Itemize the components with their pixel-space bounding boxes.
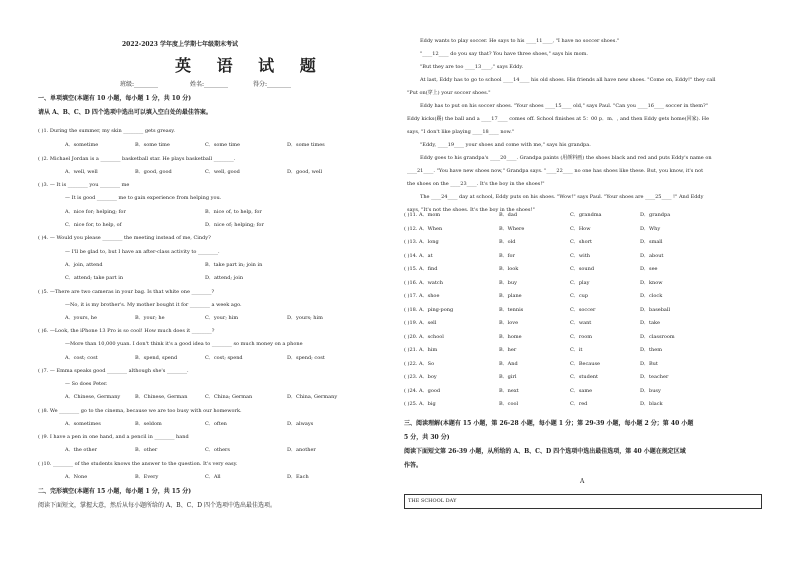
- passage-line: "Eddy, ____19____ your shoes and come with me," says his grandpa.: [420, 142, 591, 148]
- option-a[interactable]: A．yours, he: [65, 315, 97, 321]
- cloze-question[interactable]: ( )16. A．watch: [404, 280, 443, 286]
- option-d[interactable]: D．busy: [640, 388, 661, 394]
- part3-instruction-cont: 作答。: [404, 462, 423, 469]
- option-c[interactable]: C．some time: [205, 142, 241, 148]
- option-c[interactable]: C．student: [570, 374, 599, 380]
- exam-year-title: 2022-2023 学年度上学期七年级期末考试: [122, 41, 238, 48]
- option-b[interactable]: B．some time: [135, 142, 170, 148]
- cloze-question[interactable]: ( )11. A．mom: [404, 212, 441, 218]
- option-c[interactable]: C．cost; spend: [205, 355, 243, 361]
- option-c[interactable]: C．others: [205, 447, 230, 453]
- part3-instruction: 阅读下面短文第 26-39 小题，从所给的 A、B、C、D 四个选项中选出最佳选项，第 40 小题在规定区域: [404, 448, 686, 455]
- option-c[interactable]: C．often: [205, 421, 227, 427]
- cloze-question[interactable]: ( )15. A．find: [404, 266, 438, 272]
- option-b[interactable]: B．next: [499, 388, 519, 394]
- option-d[interactable]: D．teacher: [640, 374, 669, 380]
- cloze-question[interactable]: ( )21. A．him: [404, 347, 438, 353]
- option-b[interactable]: B．Where: [499, 226, 525, 232]
- cloze-question[interactable]: ( )24. A．good: [404, 388, 441, 394]
- passage-line: Eddy wants to play soccer. He says to his ____11____, "I have no soccer shoes.": [420, 38, 620, 44]
- option-a[interactable]: A．the other: [65, 447, 97, 453]
- option-c[interactable]: C．grandma: [570, 212, 602, 218]
- option-d[interactable]: D．good, well: [287, 169, 323, 175]
- cloze-question[interactable]: ( )25. A．big: [404, 401, 436, 407]
- option-b[interactable]: B．her: [499, 347, 517, 353]
- passage-line: Eddy goes to his grandpa's ____20____. Grandpa paints (用颜料画) the shoes black and red and puts Eddy's name on: [420, 155, 712, 161]
- option-c[interactable]: C．with: [570, 253, 590, 259]
- option-b[interactable]: B．buy: [499, 280, 517, 286]
- question-stem: ( )4. — Would you please ________ the meeting instead of me, Cindy?: [38, 235, 211, 241]
- passage-line: "____12____ do you say that? You have three shoes," says his mom.: [420, 51, 588, 57]
- passage-line: The ____24____ day at school, Eddy puts on his shoes. "Wow!" says Paul. "Your shoes are ____25____ !" And Eddy: [420, 194, 704, 200]
- option-b[interactable]: B．home: [499, 334, 522, 340]
- option-d[interactable]: D．Each: [287, 474, 309, 480]
- option-c[interactable]: C．How: [570, 226, 591, 232]
- cloze-question[interactable]: ( )13. A．long: [404, 239, 439, 245]
- option-b[interactable]: B．love: [499, 320, 519, 326]
- passage-line: At last, Eddy has to go to school ____14____ his old shoes. His friends all have new shoes. "Come on, Eddy!" they call: [420, 77, 716, 83]
- question-stem: ( )6. —Look, the iPhone 13 Pro is so cool! How much does it ________?: [38, 328, 215, 334]
- passage-line: ____21____. "You have new shoes now," Grandpa says. "____22____ no one has shoes like these. But, you know, it's not: [407, 168, 704, 174]
- question-stem: ( )2. Michael Jordan is a ________ basketball star. He plays basketball ________.: [38, 156, 236, 162]
- option-b[interactable]: B．girl: [499, 374, 517, 380]
- option-b[interactable]: B．seldom: [135, 421, 162, 427]
- option-a[interactable]: A．sometime: [65, 142, 99, 148]
- option-a[interactable]: A．join, attend: [65, 262, 103, 268]
- passage-line: Eddy has to put on his soccer shoes. "Your shoes ____15____ old," says Paul. "Can you ____16____ soccer in them?": [420, 103, 708, 109]
- cloze-question[interactable]: ( )12. A．When: [404, 226, 443, 232]
- question-stem: ( )1. During the summer, my skin ________ gets greasy.: [38, 128, 176, 134]
- option-b[interactable]: B．look: [499, 266, 519, 272]
- option-b[interactable]: B．for: [499, 253, 515, 259]
- passage-line: says, "I don't like playing ____18____ now.": [407, 129, 515, 135]
- option-b[interactable]: B．cool: [499, 401, 519, 407]
- option-c[interactable]: C．cup: [570, 293, 589, 299]
- option-c[interactable]: C．Because: [570, 361, 600, 367]
- question-stem: ( )8. We ________ go to the cinema, because we are too busy with our homework.: [38, 408, 242, 414]
- passage-title-box: [404, 494, 762, 509]
- cloze-passage: [404, 36, 764, 213]
- option-a[interactable]: A．cost; cost: [65, 355, 98, 361]
- option-d[interactable]: D．nice of; helping; for: [205, 222, 264, 228]
- option-b[interactable]: B．nice of, to help, for: [205, 209, 262, 215]
- option-d[interactable]: D．classroom: [640, 334, 675, 340]
- question-line2: — I'll be glad to, but I have an after-class activity to ________.: [65, 249, 220, 255]
- option-d[interactable]: D．Why: [640, 226, 661, 232]
- passage-line: says, "It's not the shoes. It's the boy in the shoes!": [407, 207, 535, 213]
- option-d[interactable]: D．another: [287, 447, 316, 453]
- class-field[interactable]: 班级:________: [120, 81, 159, 88]
- option-b[interactable]: B．And: [499, 361, 518, 367]
- option-c[interactable]: C．short: [570, 239, 593, 245]
- option-b[interactable]: B．your; he: [135, 315, 165, 321]
- option-d[interactable]: D．take: [640, 320, 660, 326]
- part1-instruction: 请从 A、B、C、D 四个选项中选出可以填入空白处的最佳答案。: [38, 109, 212, 116]
- option-d[interactable]: D．some times: [287, 142, 325, 148]
- option-b[interactable]: B．plane: [499, 293, 522, 299]
- option-d[interactable]: D．about: [640, 253, 664, 259]
- question-line2: —No, it is my brother's. My mother bought it for ________ a week ago.: [65, 302, 242, 308]
- option-d[interactable]: D．black: [640, 401, 663, 407]
- exam-subject-title: 英 语 试 题: [175, 56, 326, 75]
- option-d[interactable]: D．attend; join: [205, 275, 244, 281]
- option-c[interactable]: C．want: [570, 320, 592, 326]
- option-d[interactable]: D．small: [640, 239, 663, 245]
- option-c[interactable]: C．room: [570, 334, 592, 340]
- option-b[interactable]: B．old: [499, 239, 516, 245]
- passage-line: "But they are too ____13____," says Eddy.: [420, 64, 524, 70]
- cloze-question[interactable]: ( )23. A．boy: [404, 374, 437, 380]
- cloze-question[interactable]: ( )18. A．ping-pong: [404, 307, 454, 313]
- option-b[interactable]: B．Chinese, German: [135, 394, 188, 400]
- question-stem: ( )9. I have a pen in one hand, and a pencil in ________ hand: [38, 434, 189, 440]
- option-d[interactable]: D．China, Germany: [287, 394, 338, 400]
- passage-line: the shoes on the ____23____. It's the boy in the shoes!": [407, 181, 545, 187]
- option-b[interactable]: B．tennis: [499, 307, 524, 313]
- option-d[interactable]: D．grandpa: [640, 212, 671, 218]
- part3-heading-cont: 5 分，共 30 分): [404, 434, 450, 441]
- option-d[interactable]: D．them: [640, 347, 662, 353]
- option-b[interactable]: B．spend, spend: [135, 355, 178, 361]
- option-b[interactable]: B．other: [135, 447, 158, 453]
- part1-questions: [38, 125, 378, 485]
- question-line2: — So does Peter.: [65, 381, 108, 387]
- option-c[interactable]: C．it: [570, 347, 583, 353]
- cloze-question[interactable]: ( )17. A．shoe: [404, 293, 440, 299]
- option-d[interactable]: D．see: [640, 266, 658, 272]
- passage-line: Eddy kicks(踢) the ball and a ____17____ comes off. School finishes at 5：00 p．m．, and then Eddy gets home(回家). He: [407, 116, 710, 122]
- question-line2: — It is good ________ me to gain experience from helping you.: [65, 195, 222, 201]
- part2-heading: 二、完形填空(本题有 15 小题，每小题 1 分，共 15 分): [38, 488, 192, 495]
- option-c[interactable]: C．well, good: [205, 169, 240, 175]
- option-c[interactable]: C．All: [205, 474, 221, 480]
- option-d[interactable]: D．know: [640, 280, 663, 286]
- option-c[interactable]: C．attend; take part in: [65, 275, 124, 281]
- part2-instruction: 阅读下面短文，掌握大意，然后从每小题所给的 A、B、C、D 四个选项中选出最佳选项。: [38, 502, 276, 509]
- part3-heading: 三、阅读理解(本题有 15 小题，第 26-28 小题，每小题 1 分；第 29-39 小题，每小题 2 分；第 40 小题: [404, 420, 694, 427]
- cloze-question[interactable]: ( )14. A．at: [404, 253, 433, 259]
- option-b[interactable]: B．good, good: [135, 169, 172, 175]
- option-a[interactable]: A．None: [65, 474, 88, 480]
- cloze-question[interactable]: ( )19. A．sell: [404, 320, 437, 326]
- option-d[interactable]: D．But: [640, 361, 658, 367]
- option-d[interactable]: D．baseball: [640, 307, 671, 313]
- score-field[interactable]: 得分:________: [253, 81, 292, 88]
- option-d[interactable]: D．clock: [640, 293, 663, 299]
- question-line2: —More than 10,000 yuan. I don't think it's a good idea to ________ so much money on a phone: [65, 341, 303, 347]
- question-stem: ( )10. ________ of the students knows the answer to the question. It's very easy.: [38, 461, 238, 467]
- option-c[interactable]: C．sound: [570, 266, 595, 272]
- option-c[interactable]: C．red: [570, 401, 588, 407]
- option-a[interactable]: A．nice for; helping; for: [65, 209, 126, 215]
- option-d[interactable]: D．spend; cost: [287, 355, 325, 361]
- option-d[interactable]: D．yours; him: [287, 315, 323, 321]
- option-d[interactable]: D．always: [287, 421, 314, 427]
- passage-line: "Put on(穿上) your soccer shoes.": [407, 90, 491, 96]
- option-b[interactable]: B．dad: [499, 212, 518, 218]
- option-b[interactable]: B．take part in; join in: [205, 262, 263, 268]
- option-a[interactable]: A．sometimes: [65, 421, 101, 427]
- cloze-question[interactable]: ( )22. A．So: [404, 361, 435, 367]
- question-stem: ( )7. — Emma speaks good ________ although she's ________.: [38, 368, 189, 374]
- option-c[interactable]: C．China; German: [205, 394, 253, 400]
- option-c[interactable]: C．your; him: [205, 315, 239, 321]
- option-c[interactable]: C．same: [570, 388, 593, 394]
- cloze-options: [404, 212, 764, 417]
- question-stem: ( )3. — It is ________ you ________ me: [38, 182, 130, 188]
- option-c[interactable]: C．play: [570, 280, 590, 286]
- option-b[interactable]: B．Every: [135, 474, 159, 480]
- option-a[interactable]: A．Chinese, Germany: [65, 394, 121, 400]
- name-field[interactable]: 姓名:________: [190, 81, 229, 88]
- cloze-question[interactable]: ( )20. A．school: [404, 334, 444, 340]
- question-stem: ( )5. —There are two cameras in your bag. Is that white one ________?: [38, 289, 215, 295]
- section-letter: A: [580, 478, 585, 485]
- part1-heading: 一、单项填空(本题有 10 小题，每小题 1 分，共 10 分): [38, 95, 192, 102]
- passage-title: THE SCHOOL DAY: [408, 498, 457, 504]
- option-c[interactable]: C．nice for, to help, of: [65, 222, 122, 228]
- option-a[interactable]: A．well, well: [65, 169, 98, 175]
- option-c[interactable]: C．soccer: [570, 307, 596, 313]
